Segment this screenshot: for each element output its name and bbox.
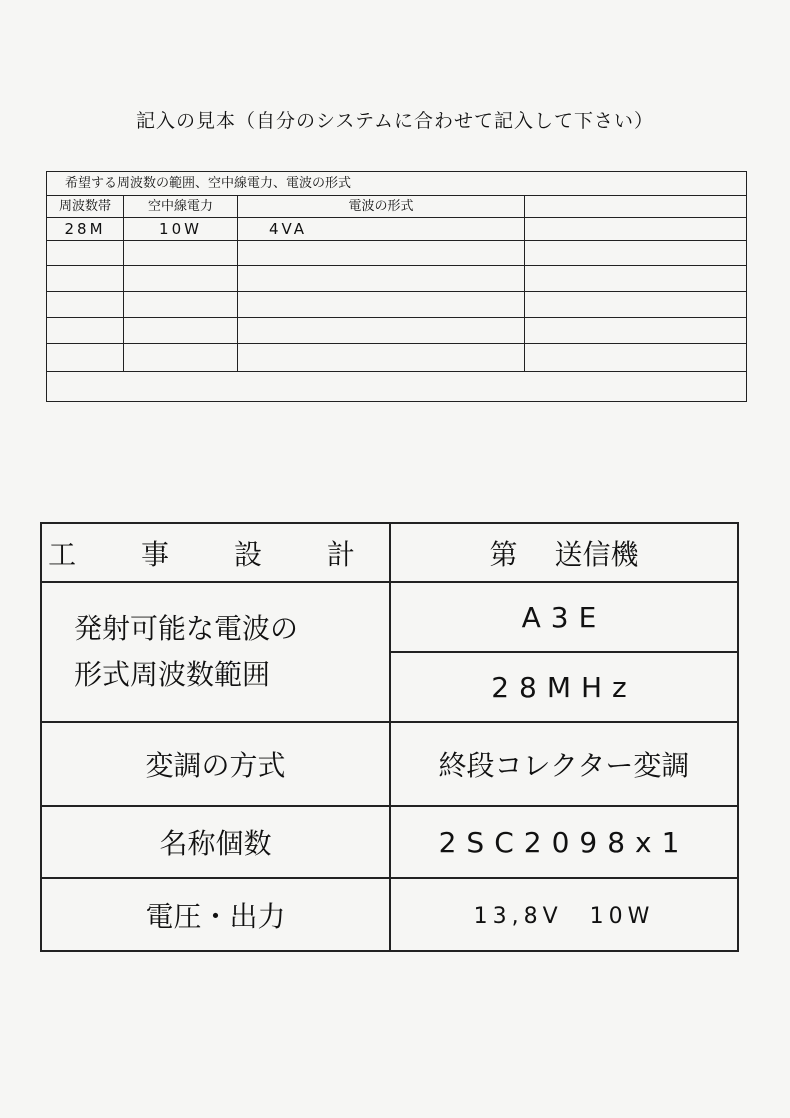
header-emission-type: 電波の形式 (348, 199, 414, 214)
label-emission-frequency (42, 583, 389, 721)
label-device-count: 名称個数 (159, 827, 272, 860)
header-design: 工 事 設 計 (48, 537, 383, 571)
row-divider (47, 291, 746, 292)
row-divider (47, 371, 746, 372)
label-modulation: 変調の方式 (145, 749, 286, 782)
row-divider (47, 343, 746, 344)
header-transmitter: 第 送信機 (489, 537, 639, 571)
cell-band: 28M (64, 220, 106, 238)
table-caption: 希望する周波数の範囲、空中線電力、電波の形式 (47, 172, 746, 196)
cell-emission-type: 4VA (268, 220, 308, 238)
value-emission-type: A3E (521, 600, 607, 634)
cell-antenna-power: 10W (159, 220, 202, 238)
label-line-1: 発射可能な電波の (74, 612, 299, 645)
row-divider (47, 317, 746, 318)
value-modulation: 終段コレクター変調 (438, 749, 690, 782)
construction-design-table (40, 522, 739, 952)
header-antenna-power: 空中線電力 (147, 199, 213, 214)
label-voltage-output: 電圧・出力 (145, 899, 286, 933)
row-divider (47, 265, 746, 266)
frequency-power-table (46, 171, 747, 402)
row-divider (47, 240, 746, 241)
label-line-2: 形式周波数範囲 (74, 658, 271, 691)
value-voltage-output: 13,8V 10W (473, 904, 655, 929)
column-divider (524, 196, 525, 371)
header-band: 周波数帯 (58, 199, 111, 214)
value-device-count: 2SC2098x1 (438, 825, 690, 859)
page-title: 記入の見本（自分のシステムに合わせて記入して下さい） (135, 110, 655, 132)
value-frequency-range: 28MHz (491, 670, 637, 704)
